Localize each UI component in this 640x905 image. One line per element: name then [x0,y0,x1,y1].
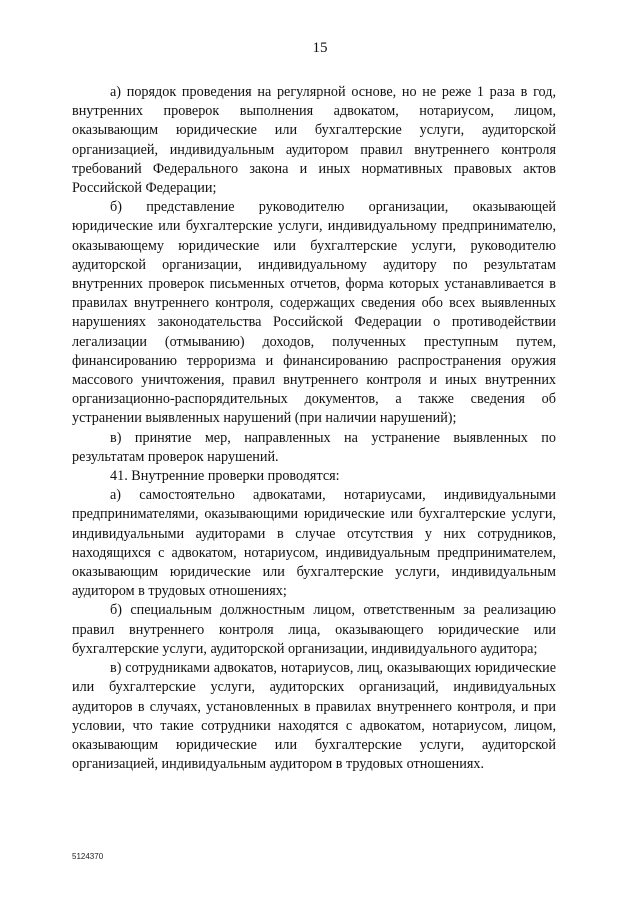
paragraph-b-reports: б) представление руководителю организации, оказывающей юридические или бухгалтерские услуги, индивидуальному предпринимателю, оказывающему юридические или бухгалтерские услуги, руководителю аудиторской организации, индивидуальному аудитору по результатам внутренних проверок письменных отчетов, форма которых устанавливается в правилах внутреннего контроля, содержащих сведения обо всех выявленных нарушениях законодательства Российской Федерации о противодействии легализации (отмыванию) доходов, полученных преступным путем, финансированию терроризма и финансированию распространения оружия массового уничтожения, правил внутреннего контроля и иных внутренних организационно-распорядительных документов, а также сведения об устранении выявленных нарушений (при наличии нарушений); [72,199,556,427]
paragraph-c-measures: в) принятие мер, направленных на устранение выявленных по результатам проверок нарушений. [72,429,556,465]
paragraph-41-heading: 41. Внутренние проверки проводятся: [110,468,340,485]
paragraph-41-b: б) специальным должностным лицом, ответственным за реализацию правил внутреннего контроля лица, оказывающего юридические или бухгалтерские услуги, аудиторской организации, индивидуального аудитора; [72,602,556,657]
paragraph-41-a: а) самостоятельно адвокатами, нотариусами, индивидуальными предпринимателями, оказывающими юридические или бухгалтерские услуги, индивидуальными аудиторами в случае отсутствия у них сотрудников, находящихся с адвокатом, нотариусом, индивидуальным предпринимателем, оказывающим юридические или бухгалтерские услуги, индивидуальным аудитором в трудовых отношениях; [72,487,556,600]
paragraph-a-audit-order: а) порядок проведения на регулярной основе, но не реже 1 раза в год, внутренних проверок выполнения адвокатом, нотариусом, лицом, оказывающим юридические или бухгалтерские услуги, аудиторской организацией, индивидуальным аудитором правил внутреннего контроля требований Федерального закона и иных нормативных правовых актов Российской Федерации; [72,84,556,197]
document-body [72,83,556,774]
document-code: 5124370 [72,852,104,861]
page-number: 15 [312,40,328,56]
paragraph-41-c: в) сотрудниками адвокатов, нотариусов, лиц, оказывающих юридические или бухгалтерские услуги, аудиторских организаций, индивидуальных аудиторов в случаях, установленных в правилах внутреннего контроля, и при условии, что такие сотрудники находятся с адвокатом, нотариусом, лицом, оказывающим юридические или бухгалтерские услуги, аудиторской организацией, индивидуальным аудитором в трудовых отношениях. [72,660,556,773]
